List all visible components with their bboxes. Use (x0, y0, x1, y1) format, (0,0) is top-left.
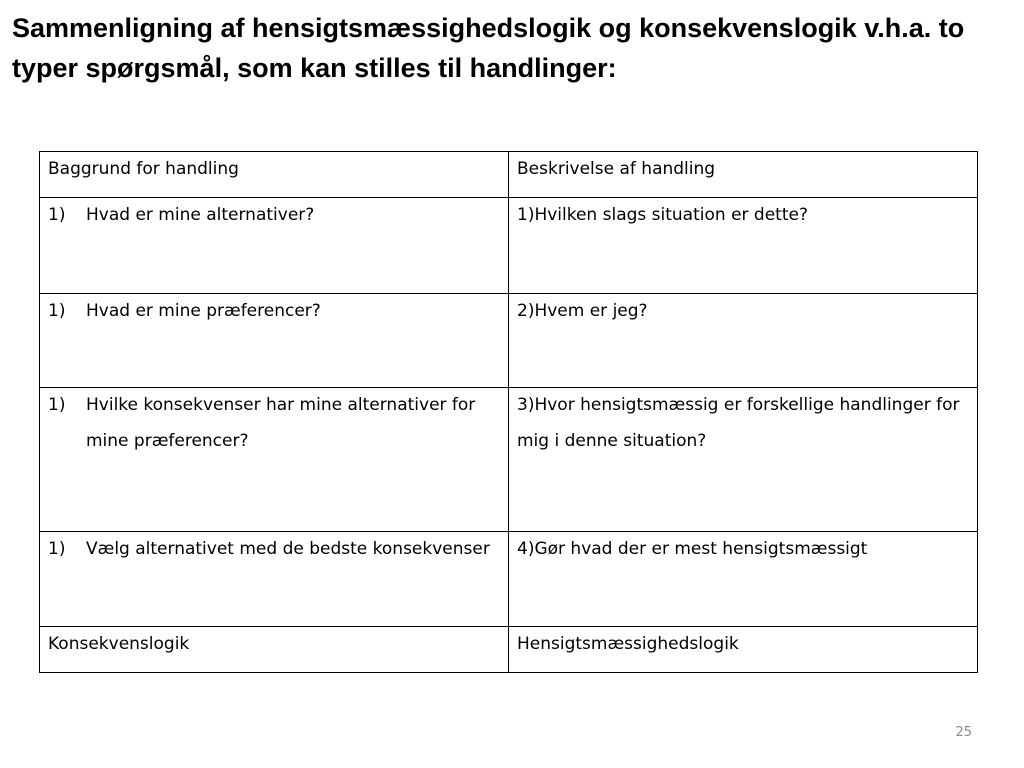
cell-text: 4)Gør hvad der er mest hensigtsmæssigt (517, 539, 868, 559)
item-text: Hvilke konsekvenser har mine alternativer for mine præferencer? (86, 395, 476, 451)
item-text: Vælg alternativet med de bedste konsekvenser (86, 539, 490, 559)
footer-cell-right (509, 627, 978, 673)
item-text: Hvad er mine alternativer? (86, 205, 315, 225)
footer-cell-left (40, 627, 509, 673)
table-cell-right (509, 388, 978, 532)
item-number: 1) (48, 539, 66, 559)
numbered-item (48, 537, 500, 567)
page-number: 25 (955, 725, 972, 740)
cell-text: 1)Hvilken slags situation er dette? (517, 205, 808, 225)
table-row (40, 294, 978, 388)
cell-text: 3)Hvor hensigtsmæssig er forskellige handlinger for mig i denne situation? (517, 395, 960, 451)
table-row (40, 388, 978, 532)
header-cell-description (509, 152, 978, 198)
table-cell-right (509, 198, 978, 294)
table-cell-right (509, 294, 978, 388)
table-cell-left (40, 532, 509, 627)
item-number: 1) (48, 301, 66, 321)
table-cell-right (509, 532, 978, 627)
numbered-item (48, 299, 500, 329)
numbered-item (48, 393, 500, 459)
footer-label: Konsekvenslogik (48, 634, 190, 654)
item-number: 1) (48, 395, 66, 415)
table-header-row (40, 152, 978, 198)
slide-title: Sammenligning af hensigtsmæssighedslogik og konsekvenslogik v.h.a. to typer spørgsmål, som kan stilles til handlinger: (12, 13, 965, 83)
footer-label: Hensigtsmæssighedslogik (517, 634, 739, 654)
comparison-table (39, 151, 978, 673)
item-number: 1) (48, 205, 66, 225)
table-cell-left (40, 198, 509, 294)
table-cell-left (40, 388, 509, 532)
header-label: Beskrivelse af handling (517, 159, 716, 179)
header-label: Baggrund for handling (48, 159, 239, 179)
table-row (40, 532, 978, 627)
table-row (40, 198, 978, 294)
table-footer-row (40, 627, 978, 673)
table-cell-left (40, 294, 509, 388)
cell-text: 2)Hvem er jeg? (517, 301, 648, 321)
header-cell-background (40, 152, 509, 198)
item-text: Hvad er mine præferencer? (86, 301, 321, 321)
numbered-item (48, 203, 500, 233)
